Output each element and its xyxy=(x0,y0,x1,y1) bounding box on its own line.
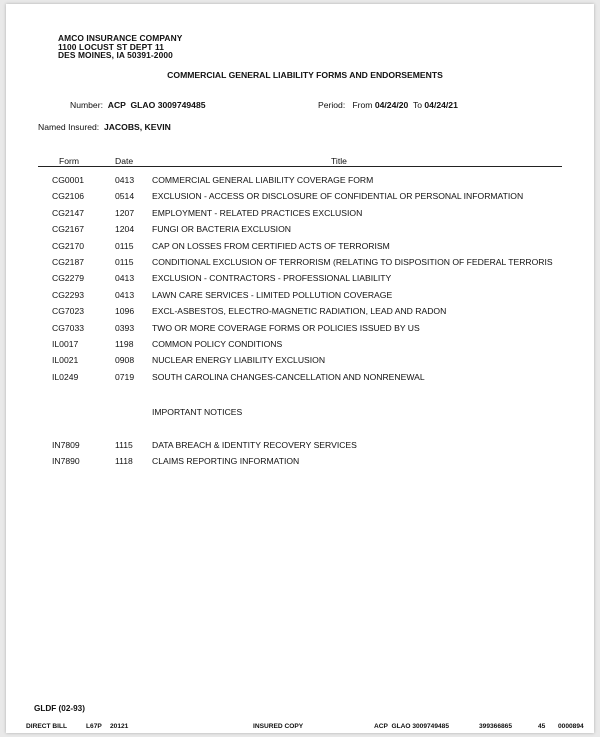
form-date: 1115 xyxy=(115,440,133,450)
policy-number-field xyxy=(70,100,206,110)
form-date: 0719 xyxy=(115,371,135,382)
notices-table xyxy=(6,440,594,473)
column-header-date: Date xyxy=(115,156,134,166)
form-title: NUCLEAR ENERGY LIABILITY EXCLUSION xyxy=(152,355,326,366)
named-insured-field xyxy=(38,122,171,132)
document-title: COMMERCIAL GENERAL LIABILITY FORMS AND ENDORSEMENTS xyxy=(167,70,443,80)
table-row xyxy=(6,456,594,472)
form-title: EXCLUSION - ACCESS OR DISCLOSURE OF CONFIDENTIAL OR PERSONAL INFORMATION xyxy=(152,191,524,202)
form-date: 1118 xyxy=(115,456,133,467)
policy-period-field xyxy=(318,100,458,110)
form-date: 1096 xyxy=(115,306,135,317)
footer-ref: 399366865 xyxy=(479,723,513,730)
footer-code1: L67P xyxy=(86,723,102,730)
period-to-label: To xyxy=(412,100,423,110)
form-title: LAWN CARE SERVICES - LIMITED POLLUTION COVERAGE xyxy=(152,289,393,300)
company-name: AMCO INSURANCE COMPANY xyxy=(58,33,183,43)
period-from-label: From xyxy=(352,100,373,110)
policy-number-value: ACP GLAO 3009749485 xyxy=(107,100,206,110)
form-title: SOUTH CAROLINA CHANGES-CANCELLATION AND NONRENEWAL xyxy=(152,371,425,382)
header-divider xyxy=(38,166,562,167)
form-date: 0393 xyxy=(115,322,135,333)
table-row xyxy=(6,224,594,240)
form-date: 0115 xyxy=(115,240,134,251)
form-title: COMMERCIAL GENERAL LIABILITY COVERAGE FORM xyxy=(152,175,374,185)
form-date: 1204 xyxy=(115,224,135,235)
footer-code2: 20121 xyxy=(110,723,129,730)
named-insured-value: JACOBS, KEVIN xyxy=(103,122,171,132)
table-row xyxy=(6,175,594,191)
company-city: DES MOINES, IA 50391-2000 xyxy=(58,50,173,61)
form-number: CG0001 xyxy=(52,175,85,185)
form-number: IL0017 xyxy=(52,338,79,349)
table-row xyxy=(6,191,594,207)
form-number: CG2147 xyxy=(52,207,85,218)
form-number: IL0021 xyxy=(52,355,79,366)
form-number: CG2293 xyxy=(52,289,85,300)
form-date: 0413 xyxy=(115,175,135,185)
company-address xyxy=(58,34,182,60)
table-row xyxy=(6,440,594,456)
form-title: DATA BREACH & IDENTITY RECOVERY SERVICES xyxy=(152,440,357,450)
form-number: CG7033 xyxy=(52,322,85,333)
form-number: CG2279 xyxy=(52,273,85,284)
form-title: TWO OR MORE COVERAGE FORMS OR POLICIES ISSUED BY US xyxy=(152,322,420,333)
named-insured-label: Named Insured: xyxy=(38,122,100,132)
form-number: CG7023 xyxy=(52,306,85,317)
form-title: CAP ON LOSSES FROM CERTIFIED ACTS OF TERRORISM xyxy=(152,240,390,251)
form-title: EMPLOYMENT - RELATED PRACTICES EXCLUSION xyxy=(152,207,363,218)
period-to-value: 04/24/21 xyxy=(424,100,458,110)
form-date: 1207 xyxy=(115,207,135,218)
form-title: EXCL-ASBESTOS, ELECTRO-MAGNETIC RADIATION, LEAD AND RADON xyxy=(152,306,447,317)
period-from-value: 04/24/20 xyxy=(374,100,409,110)
footer-copy-type: INSURED COPY xyxy=(253,723,304,730)
table-row xyxy=(6,257,594,273)
form-title: CLAIMS REPORTING INFORMATION xyxy=(152,456,300,467)
policy-number-label: Number: xyxy=(70,100,103,110)
form-title: FUNGI OR BACTERIA EXCLUSION xyxy=(152,224,291,235)
important-notices-heading: IMPORTANT NOTICES xyxy=(152,407,243,417)
table-row xyxy=(6,323,594,339)
form-number: CG2106 xyxy=(52,191,85,202)
footer-policy-number: ACP GLAO 3009749485 xyxy=(374,723,450,730)
form-title: EXCLUSION - CONTRACTORS - PROFESSIONAL LIABILITY xyxy=(152,273,392,284)
table-row xyxy=(6,339,594,355)
footer-page: 45 xyxy=(538,723,546,730)
form-number: CG2187 xyxy=(52,256,85,267)
form-title: CONDITIONAL EXCLUSION OF TERRORISM (RELATING TO DISPOSITION OF FEDERAL TERRORIS xyxy=(152,256,553,267)
form-date: 0514 xyxy=(115,191,135,202)
document-page xyxy=(6,4,594,733)
form-number: CG2167 xyxy=(52,224,85,235)
period-label: Period: xyxy=(318,100,346,110)
column-header-form: Form xyxy=(59,156,80,166)
footer-bill-type: DIRECT BILL xyxy=(26,723,68,730)
form-date: 0413 xyxy=(115,273,135,284)
company-street: 1100 LOCUST ST DEPT 11 xyxy=(58,41,164,52)
form-code: GLDF (02-93) xyxy=(34,704,85,713)
form-date: 0115 xyxy=(115,256,134,267)
table-row xyxy=(6,306,594,322)
form-number: CG2170 xyxy=(52,240,85,251)
table-row xyxy=(6,355,594,371)
form-date: 1198 xyxy=(115,338,134,349)
table-row xyxy=(6,208,594,224)
table-row xyxy=(6,372,594,388)
table-row xyxy=(6,241,594,257)
form-number: IN7809 xyxy=(52,440,80,450)
table-row xyxy=(6,290,594,306)
table-row xyxy=(6,273,594,289)
form-number: IN7890 xyxy=(52,456,80,467)
form-title: COMMON POLICY CONDITIONS xyxy=(152,338,283,349)
form-number: IL0249 xyxy=(52,371,79,382)
form-date: 0413 xyxy=(115,289,135,300)
forms-table xyxy=(6,175,594,388)
footer-seq: 0000894 xyxy=(558,723,584,730)
form-date: 0908 xyxy=(115,355,135,366)
column-header-title: Title xyxy=(331,156,347,166)
